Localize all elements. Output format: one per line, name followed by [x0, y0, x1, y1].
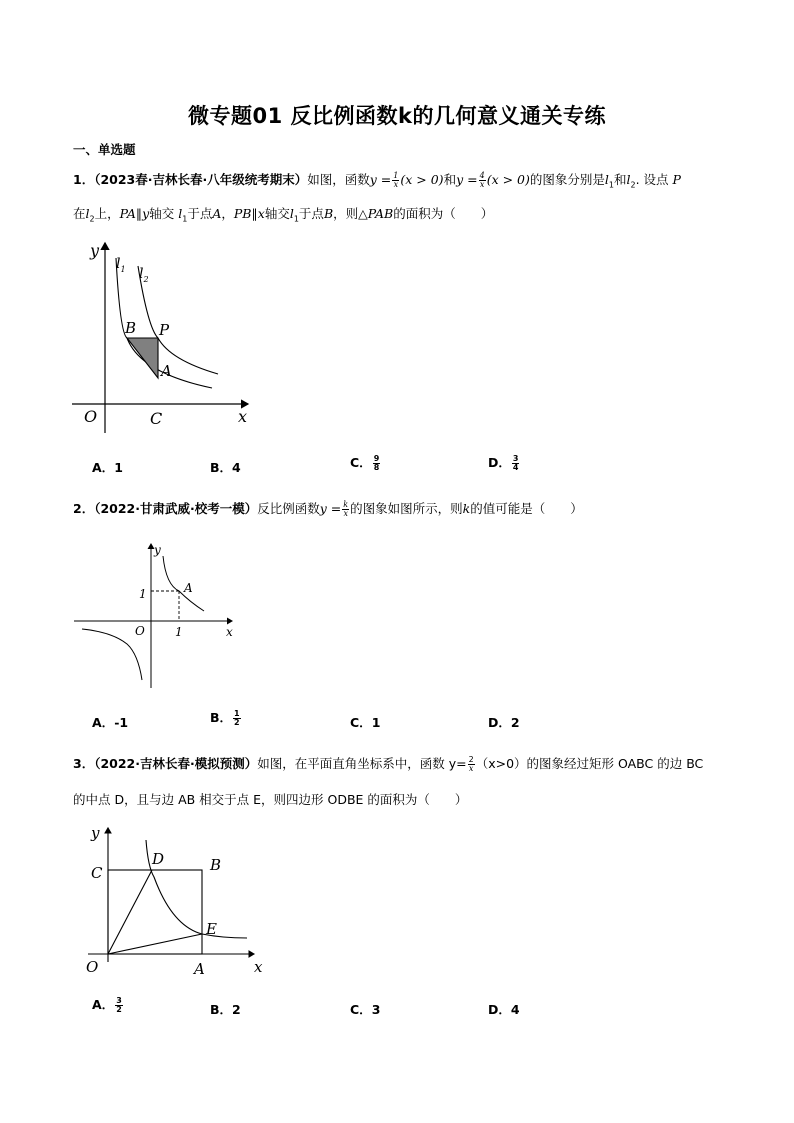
question-text: 的图象分别是 — [529, 172, 605, 187]
fraction: $\frac{1}{2}$ — [234, 709, 240, 727]
fraction: $\frac{2}{x}$ — [468, 755, 474, 773]
question-text: ，则△ — [333, 206, 368, 221]
question-text: （x>0）的图象经过矩形 OABC 的边 BC — [475, 756, 704, 771]
figure-question-2 — [72, 540, 242, 692]
label-a: A — [194, 960, 205, 978]
question-text: 上， — [94, 206, 120, 221]
question-text: 反比例函数 — [257, 501, 320, 516]
math-symbol: l — [604, 172, 609, 187]
label-o: O — [135, 624, 145, 638]
label-d: D — [152, 850, 165, 868]
question-2-line-1 — [73, 499, 583, 519]
question-source: （2022·甘肃武威·校考一模） — [94, 501, 258, 516]
label-c: C — [150, 409, 163, 428]
question-text: 轴交 — [149, 206, 175, 221]
fraction: $\frac{1}{x}$ — [393, 171, 399, 189]
question-text: 如图，在平面直角坐标系中，函数 y= — [257, 756, 467, 771]
option-d[interactable]: D． $\frac{3}{4}$ — [488, 454, 519, 472]
rectangle-oabc — [108, 870, 202, 954]
subscript: 1 — [182, 214, 188, 224]
question-source: （2023春·吉林长春·八年级统考期末） — [94, 172, 308, 187]
fraction: $\frac{3}{4}$ — [512, 454, 519, 472]
label-l2: $l_2$ — [139, 266, 149, 284]
label-a: A — [161, 362, 172, 380]
label-c: C — [91, 864, 103, 882]
question-text: 的图象如图所示，则 — [350, 501, 463, 516]
fraction: $\frac{9}{8}$ — [373, 454, 380, 472]
option-d[interactable]: D．2 — [488, 715, 520, 730]
math-symbol: l — [178, 206, 183, 221]
figure-question-3 — [82, 822, 272, 980]
segment-oe — [108, 934, 202, 954]
label-y: y — [91, 824, 100, 842]
page-title: 微专题01 反比例函数k的几何意义通关专练 — [188, 104, 606, 128]
label-a: A — [184, 581, 193, 595]
question-text: ， — [221, 206, 234, 221]
math-symbol: l — [289, 206, 294, 221]
label-o: O — [84, 407, 98, 426]
label-b: B — [125, 319, 137, 337]
math-symbol: y — [142, 206, 150, 221]
question-number: 1． — [73, 172, 95, 187]
question-text: 的面积为（ ） — [393, 206, 494, 221]
label-one-x: 1 — [175, 625, 183, 639]
formula: (x > 0) — [400, 172, 444, 187]
subscript: 2 — [89, 214, 95, 224]
math-symbol: PB — [233, 206, 252, 221]
math-symbol: A — [212, 206, 222, 221]
question-source: （2022·吉林长春·模拟预测） — [94, 756, 258, 771]
question-text: 和 — [613, 172, 627, 187]
option-c[interactable]: C．1 — [350, 715, 381, 730]
option-c[interactable]: C． $\frac{9}{8}$ — [350, 454, 380, 472]
question-3-line-1 — [73, 754, 703, 774]
subscript: 1 — [293, 214, 299, 224]
label-o: O — [86, 958, 99, 976]
label-x: x — [226, 625, 233, 639]
subscript: 1 — [608, 180, 614, 190]
question-text: . 设点 — [635, 172, 669, 187]
label-b: B — [210, 856, 222, 874]
question-text: 如图，函数 — [307, 172, 370, 187]
math-symbol: B — [323, 206, 334, 221]
label-x: x — [254, 958, 263, 976]
option-b[interactable]: B．2 — [210, 1002, 241, 1017]
math-symbol: x — [257, 206, 265, 221]
fraction: $\frac{3}{2}$ — [116, 996, 122, 1014]
option-a[interactable]: A． $\frac{3}{2}$ — [92, 996, 122, 1014]
section-heading: 一、单选题 — [73, 142, 136, 157]
math-symbol: l — [626, 172, 631, 187]
question-text: 于点 — [187, 206, 213, 221]
math-symbol: l — [85, 206, 90, 221]
option-a[interactable]: A．1 — [92, 460, 123, 475]
question-number: 2． — [73, 501, 95, 516]
math-symbol: PA — [119, 206, 136, 221]
question-text: 的值可能是（ ） — [470, 501, 583, 516]
question-1-line-1 — [73, 170, 681, 196]
math-symbol: k — [462, 501, 471, 516]
curve-third-quadrant — [82, 629, 142, 680]
fraction: $\frac{4}{x}$ — [479, 171, 485, 189]
question-text: 的中点 D，且与边 AB 相交于点 E，则四边形 ODBE 的面积为（ ） — [73, 792, 468, 807]
subscript: 2 — [630, 180, 636, 190]
formula: (x > 0) — [486, 172, 530, 187]
question-text: 于点 — [298, 206, 324, 221]
question-text: 轴交 — [264, 206, 290, 221]
segment-od — [108, 870, 152, 954]
label-y: y — [90, 241, 100, 260]
parallel-symbol: ∥ — [251, 206, 258, 221]
math-symbol: P — [672, 172, 681, 187]
label-e: E — [206, 920, 217, 938]
parallel-symbol: ∥ — [135, 206, 143, 221]
question-text: 和 — [443, 172, 457, 187]
option-d[interactable]: D．4 — [488, 1002, 520, 1017]
question-number: 3． — [73, 756, 95, 771]
question-1-line-2 — [73, 204, 493, 230]
label-p: P — [159, 321, 170, 339]
option-b[interactable]: B．4 — [210, 460, 241, 475]
formula: y = — [369, 172, 392, 187]
question-text: 在 — [73, 206, 86, 221]
option-b[interactable]: B． $\frac{1}{2}$ — [210, 709, 240, 727]
option-a[interactable]: A．-1 — [92, 715, 129, 730]
option-c[interactable]: C．3 — [350, 1002, 381, 1017]
figure-question-1 — [70, 238, 260, 438]
formula: y = — [319, 501, 342, 516]
label-y: y — [154, 543, 161, 557]
triangle-pab — [127, 338, 158, 378]
formula: y = — [456, 172, 478, 187]
label-x: x — [238, 407, 248, 426]
math-symbol: PAB — [367, 206, 394, 221]
question-3-line-2 — [73, 790, 467, 810]
fraction: $\frac{k}{x}$ — [343, 500, 349, 518]
label-l1: $l_1$ — [116, 256, 126, 274]
label-one-y: 1 — [139, 587, 147, 601]
